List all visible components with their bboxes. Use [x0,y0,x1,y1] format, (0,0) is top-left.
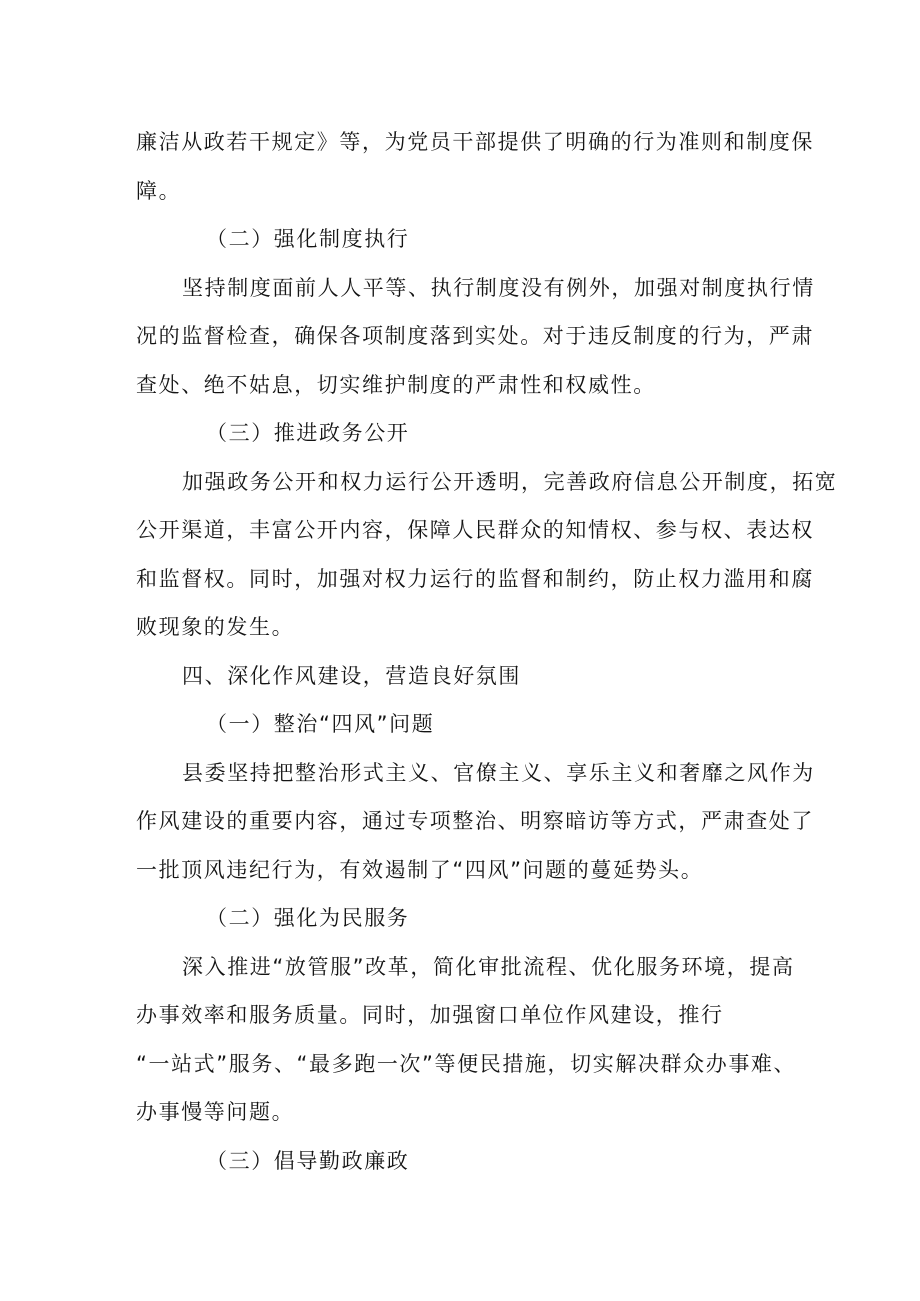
subsection-heading: （三）倡导勤政廉政 [206,1148,410,1173]
body-line: 一批顶风违纪行为，有效遏制了“四风”问题的蔓延势头。 [136,857,704,882]
body-line: 办事效率和服务质量。同时，加强窗口单位作风建设，推行 [136,1003,724,1027]
subsection-heading: （二）强化制度执行 [206,227,410,251]
subsection-heading: （二）强化为民服务 [206,906,410,930]
section-heading: 四、深化作风建设，营造良好氛围 [182,663,521,688]
paragraph-first-line: 加强政务公开和权力运行公开透明，完善政府信息公开制度，拓宽 [182,469,838,494]
body-line: “一站式”服务、“最多跑一次”等便民措施，切实解决群众办事难、 [136,1051,797,1076]
paragraph-first-line: 深入推进“放管服”改革，简化审批流程、优化服务环境，提高 [182,954,795,979]
body-line: 障。 [136,178,182,203]
paragraph-first-line: 县委坚持把整治形式主义、官僚主义、享乐主义和奢靡之风作为 [182,760,815,785]
body-line: 办事慢等问题。 [136,1100,295,1124]
body-line: 败现象的发生。 [136,615,295,639]
body-line: 作风建设的重要内容，通过专项整治、明察暗访等方式，严肃查处了 [136,809,814,833]
body-line: 和监督权。同时，加强对权力运行的监督和制约，防止权力滥用和腐 [136,566,814,591]
body-line: 查处、绝不姑息，切实维护制度的严肃性和权威性。 [136,372,656,397]
subsection-heading: （三）推进政务公开 [206,421,410,445]
paragraph-first-line: 坚持制度面前人人平等、执行制度没有例外，加强对制度执行情 [182,275,815,300]
body-line: 公开渠道，丰富公开内容，保障人民群众的知情权、参与权、表达权 [136,518,814,542]
body-line: 况的监督检查，确保各项制度落到实处。对于违反制度的行为，严肃 [136,324,814,348]
document-body [136,118,838,1185]
subsection-heading: （一）整治“四风”问题 [206,712,435,736]
body-line: 廉洁从政若干规定》等，为党员干部提供了明确的行为准则和制度保 [136,130,814,154]
